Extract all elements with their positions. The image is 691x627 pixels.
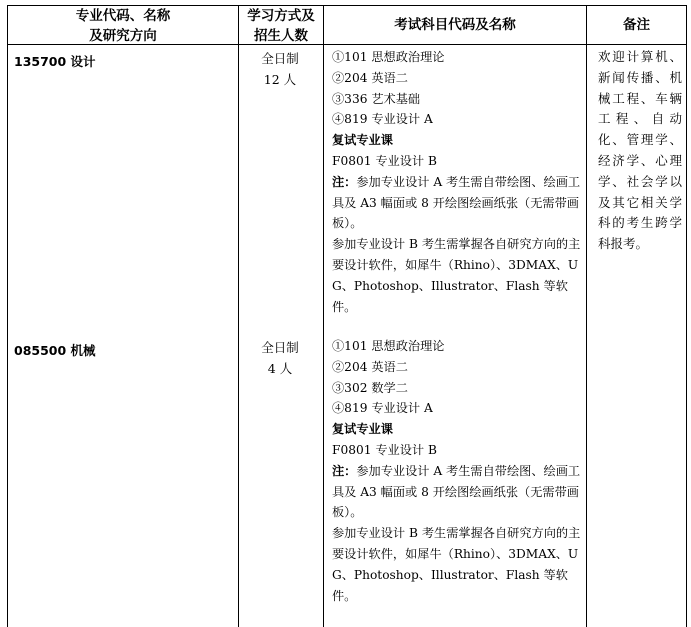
header-major (8, 6, 238, 46)
header-mode (239, 6, 323, 46)
row1-quota: 12 人 (263, 72, 297, 87)
row1-subjects (332, 47, 584, 317)
row1-subject-4: ④819 专业设计 A (332, 112, 433, 127)
row2-note-label: 注： (332, 463, 357, 478)
row2-note-a (332, 461, 584, 523)
row1-major: 135700 设计 (14, 54, 96, 69)
row1-retest-subject: F0801 专业设计 B (332, 153, 437, 168)
header-major-line1: 专业代码、名称 (75, 8, 171, 24)
column-divider-3 (586, 5, 587, 627)
row1-mode (240, 48, 320, 90)
remarks-text: 欢迎计算机、新闻传播、机械工程、车辆工程、自动化、管理学、经济学、心理学、社会学以及其它相关学科的考生跨学科报考。 (598, 49, 682, 252)
row1-retest-heading: 复试专业课 (332, 133, 393, 148)
row2-subject-2: ②204 英语二 (332, 359, 408, 374)
header-remarks: 备注 (623, 17, 650, 33)
row2-quota: 4 人 (267, 361, 293, 376)
table-border-right (686, 5, 687, 627)
row1-subject-3: ③336 艺术基础 (332, 91, 421, 106)
row1-subject-2: ②204 英语二 (332, 70, 408, 85)
row2-note-b: 参加专业设计 B 考生需掌握各自研究方向的主要设计软件，如犀牛（Rhino）、3DMAX、UG、Photoshop、Illustrator、Flash 等软件。 (332, 526, 581, 603)
column-divider-2 (323, 5, 324, 627)
row1-note-a-text: 参加专业设计 A 考生需自带绘图、绘画工具及 A3 幅面或 8 开绘图绘画纸张（无需带画板）。 (332, 174, 581, 231)
row2-retest-subject: F0801 专业设计 B (332, 442, 437, 457)
row1-note-b: 参加专业设计 B 考生需掌握各自研究方向的主要设计软件，如犀牛（Rhino）、3DMAX、UG、Photoshop、Illustrator、Flash 等软件。 (332, 237, 581, 314)
row1-note-a (332, 172, 584, 234)
row1-note-label: 注： (332, 174, 357, 189)
row2-subject-3: ③302 数学二 (332, 380, 408, 395)
row2-mode (240, 337, 320, 379)
row2-major: 085500 机械 (14, 343, 96, 358)
row1-subject-1: ①101 思想政治理论 (332, 50, 445, 64)
header-mode-line2: 招生人数 (254, 28, 308, 44)
column-divider-1 (238, 5, 239, 627)
row2-subjects (332, 336, 584, 606)
row2-study-mode: 全日制 (261, 340, 299, 355)
row2-note-a-text: 参加专业设计 A 考生需自带绘图、绘画工具及 A3 幅面或 8 开绘图绘画纸张（无需带画板）。 (332, 463, 581, 520)
row2-retest-heading: 复试专业课 (332, 422, 393, 437)
row1-study-mode: 全日制 (261, 51, 299, 66)
table-border-left (7, 5, 8, 627)
row2-subject-1: ①101 思想政治理论 (332, 339, 445, 353)
header-mode-line1: 学习方式及 (247, 8, 315, 24)
header-subjects: 考试科目代码及名称 (394, 17, 516, 33)
row2-subject-4: ④819 专业设计 A (332, 401, 433, 416)
header-major-line2: 及研究方向 (89, 28, 157, 44)
